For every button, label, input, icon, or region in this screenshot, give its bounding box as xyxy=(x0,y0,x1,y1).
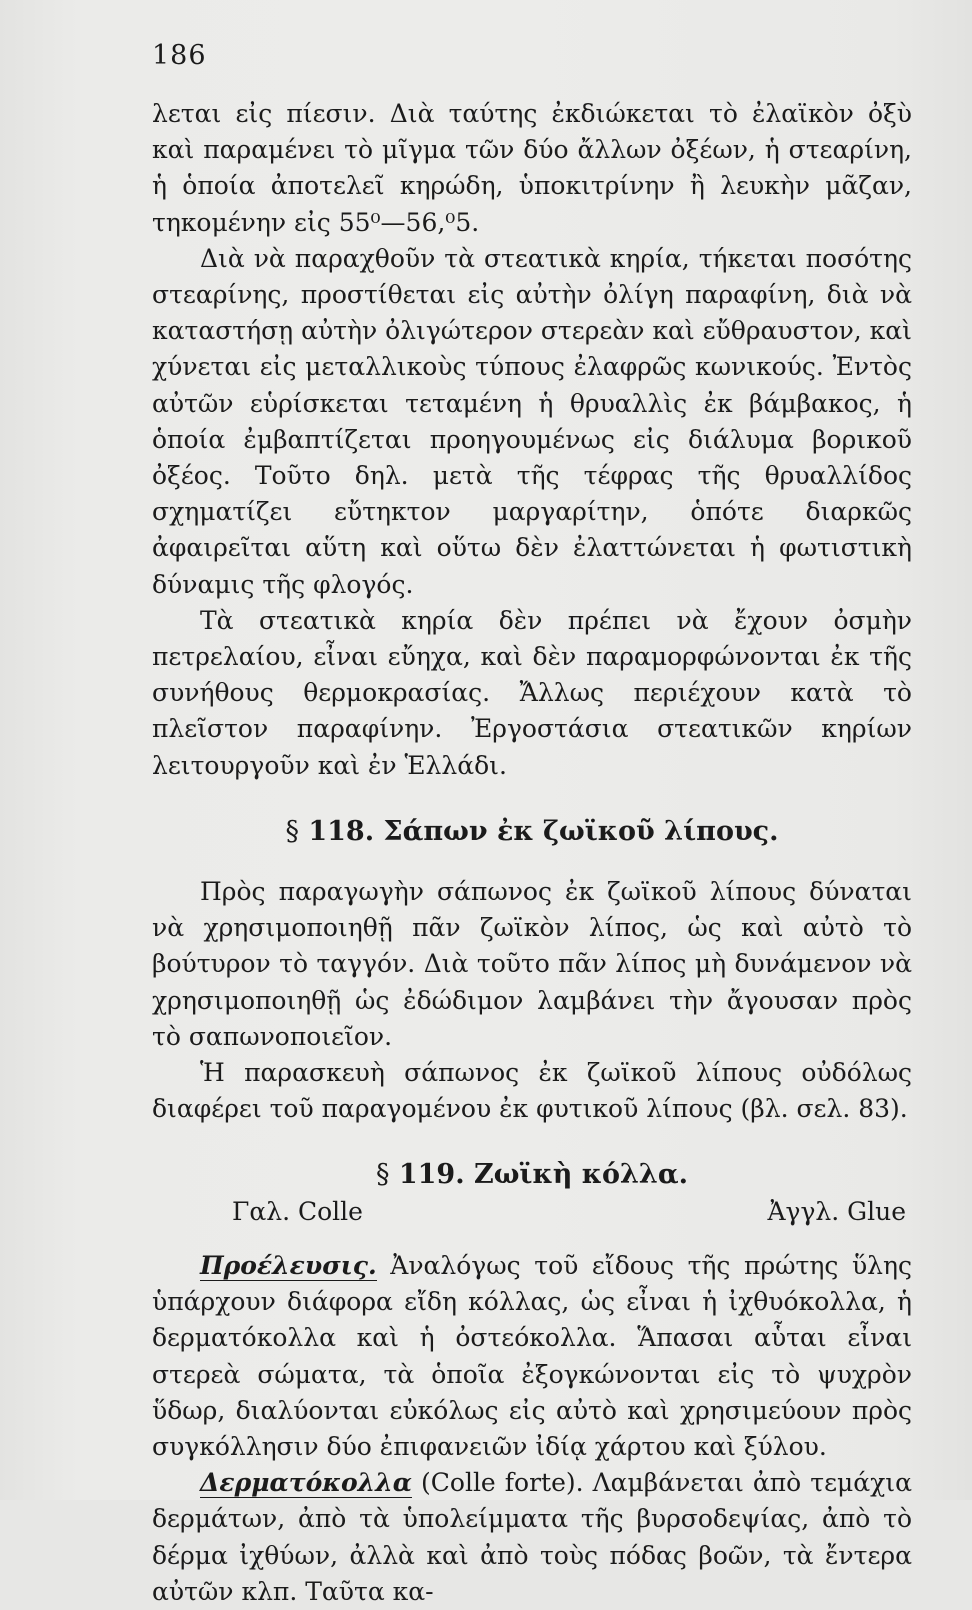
page-body xyxy=(152,96,912,1610)
section-title-118: 118. Σάπων ἐκ ζωϊκοῦ λίπους. xyxy=(308,815,779,847)
paragraph-hide-glue xyxy=(152,1465,912,1610)
paragraph-candle-properties: Τὰ στεατικὰ κηρία δὲν πρέπει νὰ ἔχουν ὀσμὴν πετρελαίου, εἶναι εὔηχα, καὶ δὲν παραμορφώνονται ἐκ τῆς συνήθους θερμοκρασίας. Ἄλλως περιέχουν κατὰ τὸ πλεῖστον παραφίνην. Ἐργοστάσια στεατικῶν κηρίων λειτουργοῦν καὶ ἐν Ἑλλάδι. xyxy=(152,605,912,780)
page-number: 186 xyxy=(152,40,207,71)
paragraph-animal-fat-soap: Πρὸς παραγωγὴν σάπωνος ἐκ ζωϊκοῦ λίπους δύναται νὰ χρησιμοποιηθῇ πᾶν ζωϊκὸν λίπος, ὡς καὶ αὐτὸ τὸ βούτυρον τὸ ταγγόν. Διὰ τοῦτο πᾶν λίπος μὴ δυνάμενον νὰ χρησιμοποιηθῇ ὡς ἐδώδιμον λαμβάνει τὴν ἄγουσαν πρὸς τὸ σαπωνοποιεῖον. xyxy=(152,877,912,1051)
lead-term-origin: Προέλευσις. xyxy=(200,1250,377,1280)
paragraph-soap-preparation: Ἡ παρασκευὴ σάπωνος ἐκ ζωϊκοῦ λίπους οὐδόλως διαφέρει τοῦ παραγομένου ἐκ φυτικοῦ λίπους (βλ. σελ. 83). xyxy=(152,1058,912,1124)
lead-term-hide-glue: Δερματόκολλα xyxy=(200,1468,412,1498)
paragraph-stearin-pressing: λεται εἰς πίεσιν. Διὰ ταύτης ἐκδιώκεται τὸ ἐλαϊκὸν ὀξὺ καὶ παραμένει τὸ μῖγμα τῶν δύο ἄλλων ὀξέων, ἡ στεαρίνη, ἡ ὁποία ἀποτελεῖ κηρώδη, ὑποκιτρίνην ἢ λευκὴν μᾶζαν, τηκομένην εἰς 55⁰—56,⁰5. xyxy=(152,99,912,237)
paragraph-origin-text: Ἀναλόγως τοῦ εἴδους τῆς πρώτης ὕλης ὑπάρχουν διάφορα εἴδη κόλλας, ὡς εἶναι ἡ ἰχθυόκολλα, ἡ δερματόκολλα καὶ ἡ ὀστεόκολλα. Ἅπασαι αὗται εἶναι στερεὰ σώματα, τὰ ὁποῖα ἐξογκώνονται εἰς τὸ ψυχρὸν ὕδωρ, διαλύονται εὐκόλως εἰς αὐτὸ καὶ χρησιμεύουν πρὸς συγκόλλησιν δύο ἐπιφανειῶν ἰδίᾳ χάρτου καὶ ξύλου. xyxy=(152,1250,912,1461)
section-symbol: § xyxy=(285,815,299,847)
paragraph-hide-glue-text: (Colle forte). Λαμβάνεται ἀπὸ τεμάχια δερμάτων, ἀπὸ τὰ ὑπολείμματα τῆς βυρσοδεψίας, ἀπὸ τὸ δέρμα ἰχθύων, ἀλλὰ καὶ ἀπὸ τοὺς πόδας βοῶν, τὰ ἔντερα αὐτῶν κλπ. Ταῦτα κα- xyxy=(152,1468,912,1606)
paragraph-origin xyxy=(152,1248,912,1465)
section-title-119: 119. Ζωϊκὴ κόλλα. xyxy=(398,1159,689,1191)
section-symbol: § xyxy=(375,1159,390,1191)
section-heading-118 xyxy=(152,814,912,850)
french-equivalent: Γαλ. Colle xyxy=(232,1196,363,1226)
english-equivalent: Ἀγγλ. Glue xyxy=(767,1196,906,1226)
term-equivalents xyxy=(152,1194,912,1230)
section-heading-119 xyxy=(152,1157,912,1193)
paragraph-candle-making: Διὰ νὰ παραχθοῦν τὰ στεατικὰ κηρία, τήκεται ποσότης στεαρίνης, προστίθεται εἰς αὐτὴν ὀλίγη παραφίνη, διὰ νὰ καταστήσῃ αὐτὴν ὀλιγώτερον στερεὰν καὶ εὔθραυστον, καὶ χύνεται εἰς μεταλλικοὺς τύπους ἐλαφρῶς κωνικούς. Ἐντὸς αὐτῶν εὑρίσκεται τεταμένη ἡ θρυαλλὶς ἐκ βάμβακος, ἡ ὁποία ἐμβαπτίζεται προηγουμένως εἰς διάλυμα βορικοῦ ὀξέος. Τοῦτο δηλ. μετὰ τῆς τέφρας τῆς θρυαλλίδος σχηματίζει εὔτηκτον μαργαρίτην, ὁπότε διαρκῶς ἀφαιρεῖται αὕτη καὶ οὕτω δὲν ἐλαττώνεται ἡ φωτιστικὴ δύναμις τῆς φλογός. xyxy=(152,243,912,599)
